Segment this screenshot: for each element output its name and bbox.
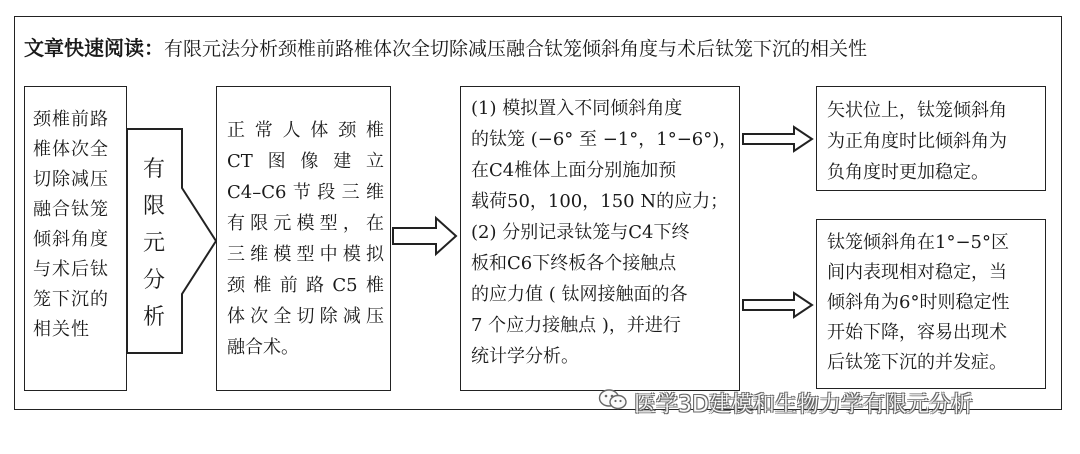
- result-1-line: 为正角度时比倾斜角为: [827, 131, 1007, 152]
- result-box-2: [816, 219, 1046, 389]
- flow-arrow: [392, 216, 458, 256]
- method-arrow-char: 有: [142, 157, 166, 182]
- procedure-line: (1) 模拟置入不同倾斜角度: [471, 98, 683, 119]
- topic-line: 切除减压: [33, 169, 109, 190]
- model-box: [216, 86, 391, 391]
- method-arrow: [126, 128, 218, 354]
- procedure-box: [460, 86, 740, 391]
- procedure-line: 板和C6下终板各个接触点: [471, 253, 677, 274]
- procedure-line: 载荷50，100，150 N的应力；: [471, 191, 729, 212]
- model-line: 颈椎前路C5椎: [227, 275, 384, 296]
- result-2-line: 间内表现相对稳定，当: [827, 262, 1007, 283]
- diagram-title: [24, 33, 1064, 63]
- procedure-line: (2) 分别记录钛笼与C4下终: [471, 222, 690, 243]
- wechat-icon: [598, 388, 628, 423]
- model-line: 正常人体颈椎: [227, 120, 384, 141]
- method-arrow-char: 元: [142, 231, 166, 256]
- result-2-line: 后钛笼下沉的并发症。: [827, 352, 1007, 373]
- topic-line: 与术后钛: [33, 259, 109, 280]
- method-arrow-char: 分: [142, 268, 166, 293]
- topic-line: 颈椎前路: [33, 109, 109, 130]
- watermark-text: 医学3D建模和生物力学有限元分析: [634, 392, 973, 418]
- model-line: C4–C6节段三维: [227, 182, 384, 203]
- procedure-line: 的应力值 ( 钛网接触面的各: [471, 284, 688, 305]
- result-box-1: [816, 86, 1046, 191]
- topic-line: 倾斜角度: [33, 229, 109, 250]
- topic-box: [24, 86, 127, 391]
- method-arrow-char: 限: [142, 194, 166, 219]
- result-2-line: 倾斜角为6°时则稳定性: [827, 292, 1010, 313]
- watermark: [598, 388, 973, 422]
- topic-line: 相关性: [33, 319, 90, 340]
- result-2-line: 开始下降，容易出现术: [827, 322, 1007, 343]
- result-1-line: 矢状位上，钛笼倾斜角: [827, 100, 1007, 121]
- model-line: 体次全切除减压: [227, 306, 384, 327]
- method-arrow-char: 析: [142, 305, 166, 330]
- procedure-line: 在C4椎体上面分别施加预: [471, 160, 677, 181]
- title-text: 有限元法分析颈椎前路椎体次全切除减压融合钛笼倾斜角度与术后钛笼下沉的相关性: [164, 38, 868, 60]
- title-lead: 文章快速阅读：: [24, 36, 164, 60]
- procedure-line: 的钛笼 (−6° 至 −1°，1°−6°)，: [471, 129, 738, 150]
- result-1-line: 负角度时更加稳定。: [827, 162, 989, 183]
- topic-line: 笼下沉的: [33, 289, 109, 310]
- model-line: 有限元模型，在: [227, 213, 384, 234]
- model-line: CT图像建立: [227, 151, 384, 172]
- flow-arrow: [742, 126, 814, 152]
- procedure-line: 统计学分析。: [471, 346, 579, 367]
- model-line: 融合术。: [227, 337, 299, 358]
- procedure-line: 7 个应力接触点 )，并进行: [471, 315, 681, 336]
- flow-arrow: [742, 292, 814, 318]
- model-line: 三维模型中模拟: [227, 244, 384, 265]
- result-2-line: 钛笼倾斜角在1°−5°区: [827, 232, 1009, 253]
- topic-line: 椎体次全: [33, 139, 109, 160]
- topic-line: 融合钛笼: [33, 199, 109, 220]
